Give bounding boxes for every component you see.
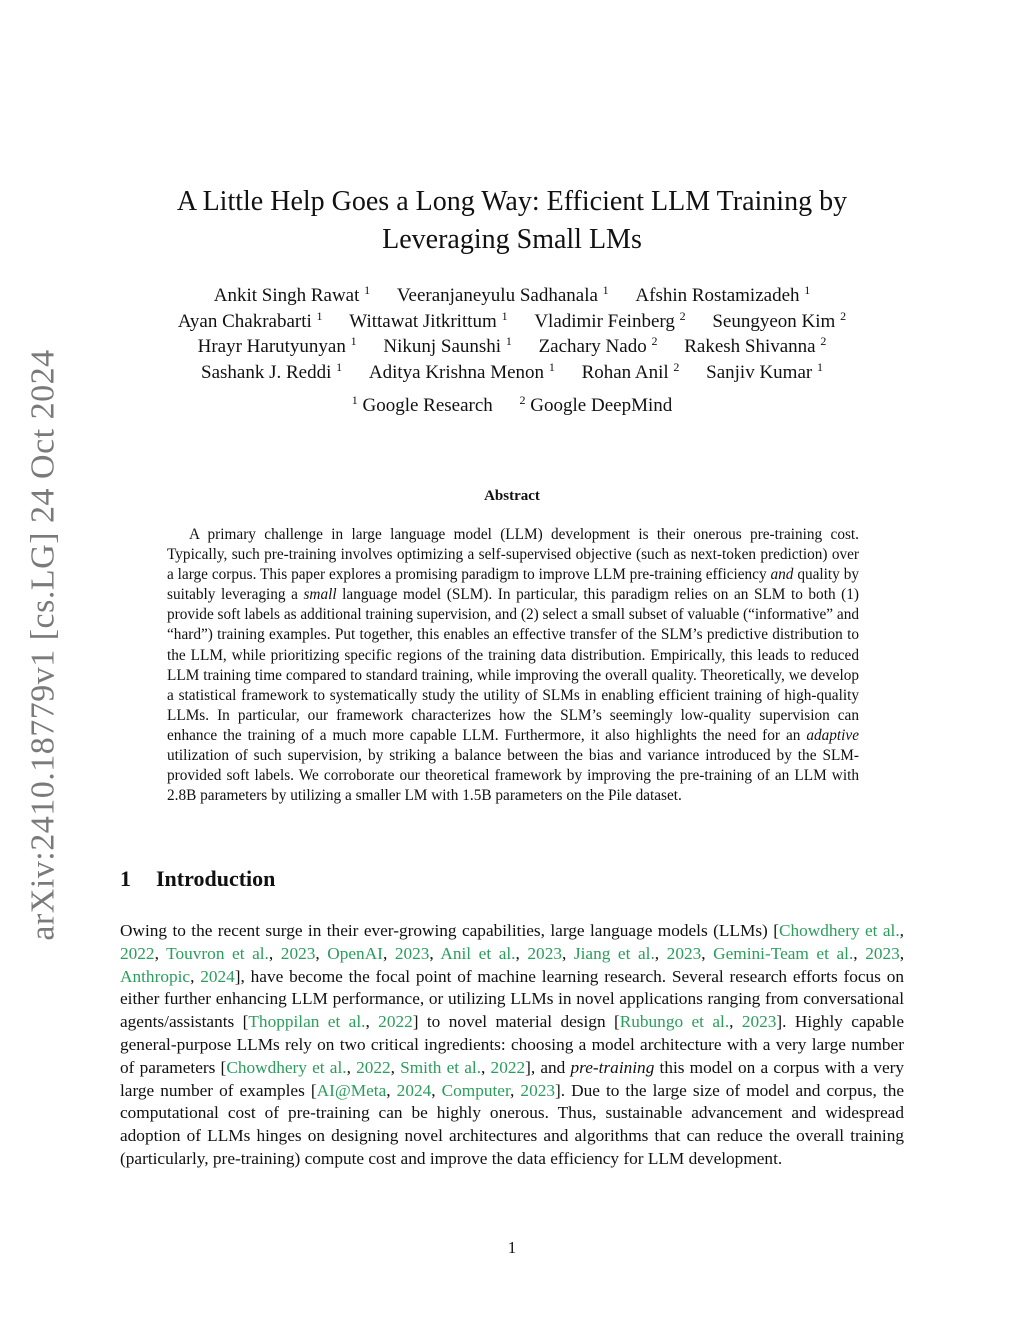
intro-text: , xyxy=(431,1080,442,1100)
intro-text: , xyxy=(154,943,167,963)
abstract-text: quality by suitably leveraging a xyxy=(167,566,859,604)
author-affiliation-mark: 1 xyxy=(350,334,357,348)
author xyxy=(383,336,511,357)
intro-text: , xyxy=(268,943,281,963)
citation-link[interactable]: OpenAI xyxy=(327,943,383,963)
author-affiliation-mark: 1 xyxy=(364,283,371,297)
intro-emphasis: pre-training xyxy=(570,1057,655,1077)
citation-link[interactable]: Smith et al. xyxy=(400,1057,482,1077)
citation-link[interactable]: Anil et al. xyxy=(440,943,516,963)
author xyxy=(201,359,343,383)
author-line xyxy=(120,284,904,310)
author-affiliation-mark: 2 xyxy=(651,334,658,348)
citation-link[interactable]: Computer xyxy=(441,1080,511,1100)
citation-link[interactable]: Gemini-Team et al. xyxy=(713,943,854,963)
intro-text: , xyxy=(382,943,395,963)
author-name: Aditya Krishna Menon xyxy=(368,361,545,383)
author xyxy=(706,359,823,383)
citation-link[interactable]: 2022 xyxy=(490,1057,526,1077)
author-affiliation-mark: 1 xyxy=(602,283,609,297)
intro-text: ]. Due to the large size of model and corpus, the computational cost of pre-training can be highly onerous. Thus, sustainable advancement and widespread adoption of LLMs hinges on designing novel architectures and algorithms that can reduce the overall training (particularly, pre-training) compute cost and improve the data efficiency for LLM development. xyxy=(120,1080,905,1168)
author-name: Nikunj Saunshi xyxy=(383,336,502,357)
author-name: Rakesh Shivanna xyxy=(684,336,816,357)
affiliation xyxy=(352,395,493,416)
author xyxy=(349,308,508,332)
abstract-text: language model (SLM). In particular, this paradigm relies on an SLM to both (1) provide soft labels as additional training supervision, and (2) select a small subset of valuable (“informative” and “hard”) training examples. Put together, this enables an effective transfer of the SLM’s predictive distribution to the LLM, while prioritizing specific regions of the training data distribution. Empirically, this leads to reduced LLM training time compared to standard training, while improving the overall quality. Theoretically, we develop a statistical framework to systematically study the utility of SLMs in enabling efficient training of high-quality LLMs. In particular, our framework characterizes how the SLM’s seemingly low-quality supervision can enhance the training of a much more capable LLM. Furthermore, it also highlights the need for an xyxy=(167,586,860,744)
abstract-text: A primary challenge in large language model (LLM) development is their onerous pre-training cost. Typically, such pre-training involves optimizing a self-supervised objective (such as next-token prediction) over a large corpus. This paper explores a promising paradigm to improve LLM pre-training efficiency xyxy=(167,526,859,584)
author xyxy=(635,285,810,306)
author-name: Wittawat Jitkrittum xyxy=(349,310,497,332)
citation-link[interactable]: 2023 xyxy=(741,1012,777,1032)
title-line-2: Leveraging Small LMs xyxy=(382,224,642,255)
intro-text: ]. Highly capable general-purpose LLMs rely on two critical ingredients: choosing a model architecture with a very large number of parameters [ xyxy=(120,1012,905,1077)
author xyxy=(534,308,686,332)
intro-text: , xyxy=(386,1080,397,1100)
affiliation-name: Google Research xyxy=(362,395,493,416)
intro-text: Owing to the recent surge in their ever-growing capabilities, large language models (LLMs) [ xyxy=(120,921,779,940)
citation-link[interactable]: 2023 xyxy=(527,943,562,963)
affiliation-name: Google DeepMind xyxy=(530,395,673,416)
intro-text: , xyxy=(510,1080,521,1100)
author-affiliation-mark: 2 xyxy=(679,308,686,323)
intro-text: , xyxy=(365,1012,379,1032)
author-affiliation-mark: 1 xyxy=(336,359,343,374)
intro-text: , xyxy=(654,943,667,963)
intro-text: , xyxy=(729,1012,742,1032)
intro-text: , xyxy=(481,1057,491,1077)
author xyxy=(397,285,609,306)
citation-link[interactable]: Touvron et al. xyxy=(166,943,269,963)
author-affiliation-mark: 2 xyxy=(820,334,827,348)
author-affiliation-mark: 1 xyxy=(804,283,811,297)
author-name: Rohan Anil xyxy=(581,361,669,383)
author-name: Seungyeon Kim xyxy=(712,310,836,332)
author-name: Hrayr Harutyunyan xyxy=(197,336,346,357)
author-affiliation-mark: 2 xyxy=(840,308,847,323)
author xyxy=(368,359,555,383)
author-list xyxy=(120,284,904,386)
author-name: Veeranjaneyulu Sadhanala xyxy=(396,285,598,306)
paper-title xyxy=(120,183,904,259)
author-name: Sanjiv Kumar xyxy=(706,361,813,383)
abstract-body xyxy=(167,525,859,806)
citation-link[interactable]: 2022 xyxy=(356,1057,391,1077)
author xyxy=(539,336,658,357)
author xyxy=(214,285,370,306)
citation-link[interactable]: 2024 xyxy=(396,1080,432,1100)
citation-link[interactable]: 2023 xyxy=(520,1080,555,1100)
author-affiliation-mark: 1 xyxy=(501,308,508,323)
intro-text: ], have become the focal point of machine learning research. Several research efforts focus on either further enhancing LLM performance, or utilizing LLMs in novel applications ranging from conversational agents/assistants [ xyxy=(120,966,904,1032)
intro-text: , xyxy=(315,943,328,963)
citation-link[interactable]: 2023 xyxy=(280,943,316,963)
affiliations xyxy=(120,395,904,417)
affiliation-number: 2 xyxy=(519,393,526,407)
citation-link[interactable]: Thoppilan et al. xyxy=(248,1012,366,1032)
intro-text: , xyxy=(899,943,905,963)
arxiv-stamp-text: arXiv:2410.18779v1 [cs.LG] 24 Oct 2024 xyxy=(25,349,62,941)
citation-link[interactable]: Jiang et al. xyxy=(573,943,655,963)
citation-link[interactable]: Chowdhery et al. xyxy=(778,921,900,940)
introduction-body xyxy=(120,920,904,1171)
page-number: 1 xyxy=(507,1238,517,1257)
intro-text: , xyxy=(899,921,904,940)
intro-text: , xyxy=(390,1057,401,1077)
author xyxy=(581,359,680,383)
citation-link[interactable]: 2023 xyxy=(666,943,702,963)
section-title: Introduction xyxy=(156,866,276,891)
author xyxy=(177,308,323,332)
intro-text: , xyxy=(190,966,201,986)
author-line xyxy=(120,335,904,361)
citation-link[interactable]: AI@Meta xyxy=(316,1080,387,1100)
intro-text: , xyxy=(853,943,866,963)
arxiv-stamp xyxy=(20,349,68,941)
author xyxy=(712,308,847,332)
author-affiliation-mark: 2 xyxy=(673,359,680,374)
citation-link[interactable]: Rubungo et al. xyxy=(619,1012,730,1032)
intro-text: , xyxy=(561,943,574,963)
citation-link[interactable]: 2022 xyxy=(378,1012,413,1032)
intro-text: ], and xyxy=(525,1057,571,1077)
intro-text: , xyxy=(515,943,528,963)
author-line xyxy=(120,361,904,387)
abstract-emphasis: and xyxy=(770,566,794,584)
author-affiliation-mark: 1 xyxy=(505,334,512,348)
author-affiliation-mark: 1 xyxy=(316,308,323,323)
title-line-1: A Little Help Goes a Long Way: Efficient LLM Training by xyxy=(176,186,848,217)
section-number: 1 xyxy=(120,866,131,891)
author-name: Zachary Nado xyxy=(538,336,647,357)
author-affiliation-mark: 1 xyxy=(548,359,555,374)
abstract-emphasis: adaptive xyxy=(806,726,859,744)
author-line xyxy=(120,310,904,336)
author-name: Ayan Chakrabarti xyxy=(177,310,312,332)
intro-text: , xyxy=(346,1057,357,1077)
citation-link[interactable]: 2024 xyxy=(200,966,235,986)
abstract-heading: Abstract xyxy=(484,488,540,504)
author-name: Vladimir Feinberg xyxy=(534,310,675,332)
citation-link[interactable]: 2023 xyxy=(394,943,430,963)
author xyxy=(684,336,826,357)
author xyxy=(198,336,357,357)
intro-text: ] to novel material design [ xyxy=(412,1012,620,1032)
intro-text: this model on a corpus with a very large number of examples [ xyxy=(120,1057,905,1100)
author-name: Ankit Singh Rawat xyxy=(213,285,360,306)
intro-text: , xyxy=(429,943,441,963)
citation-link[interactable]: Anthropic xyxy=(120,966,191,986)
affiliation-number: 1 xyxy=(351,393,358,407)
abstract-text: utilization of such supervision, by striking a balance between the bias and variance introduced by the SLM-provided soft labels. We corroborate our theoretical framework by improving the pre-training of an LLM with 2.8B parameters by utilizing a smaller LM with 1.5B parameters on the Pile dataset. xyxy=(167,747,859,805)
affiliation xyxy=(520,395,673,416)
author-name: Sashank J. Reddi xyxy=(201,361,332,383)
author-name: Afshin Rostamizadeh xyxy=(635,285,800,306)
intro-text: , xyxy=(701,943,714,963)
citation-link[interactable]: 2023 xyxy=(865,943,900,963)
citation-link[interactable]: Chowdhery et al. xyxy=(226,1057,347,1077)
citation-link[interactable]: 2022 xyxy=(120,943,155,963)
abstract-emphasis: small xyxy=(303,586,337,604)
author-affiliation-mark: 1 xyxy=(816,359,823,374)
section-heading xyxy=(120,866,275,892)
